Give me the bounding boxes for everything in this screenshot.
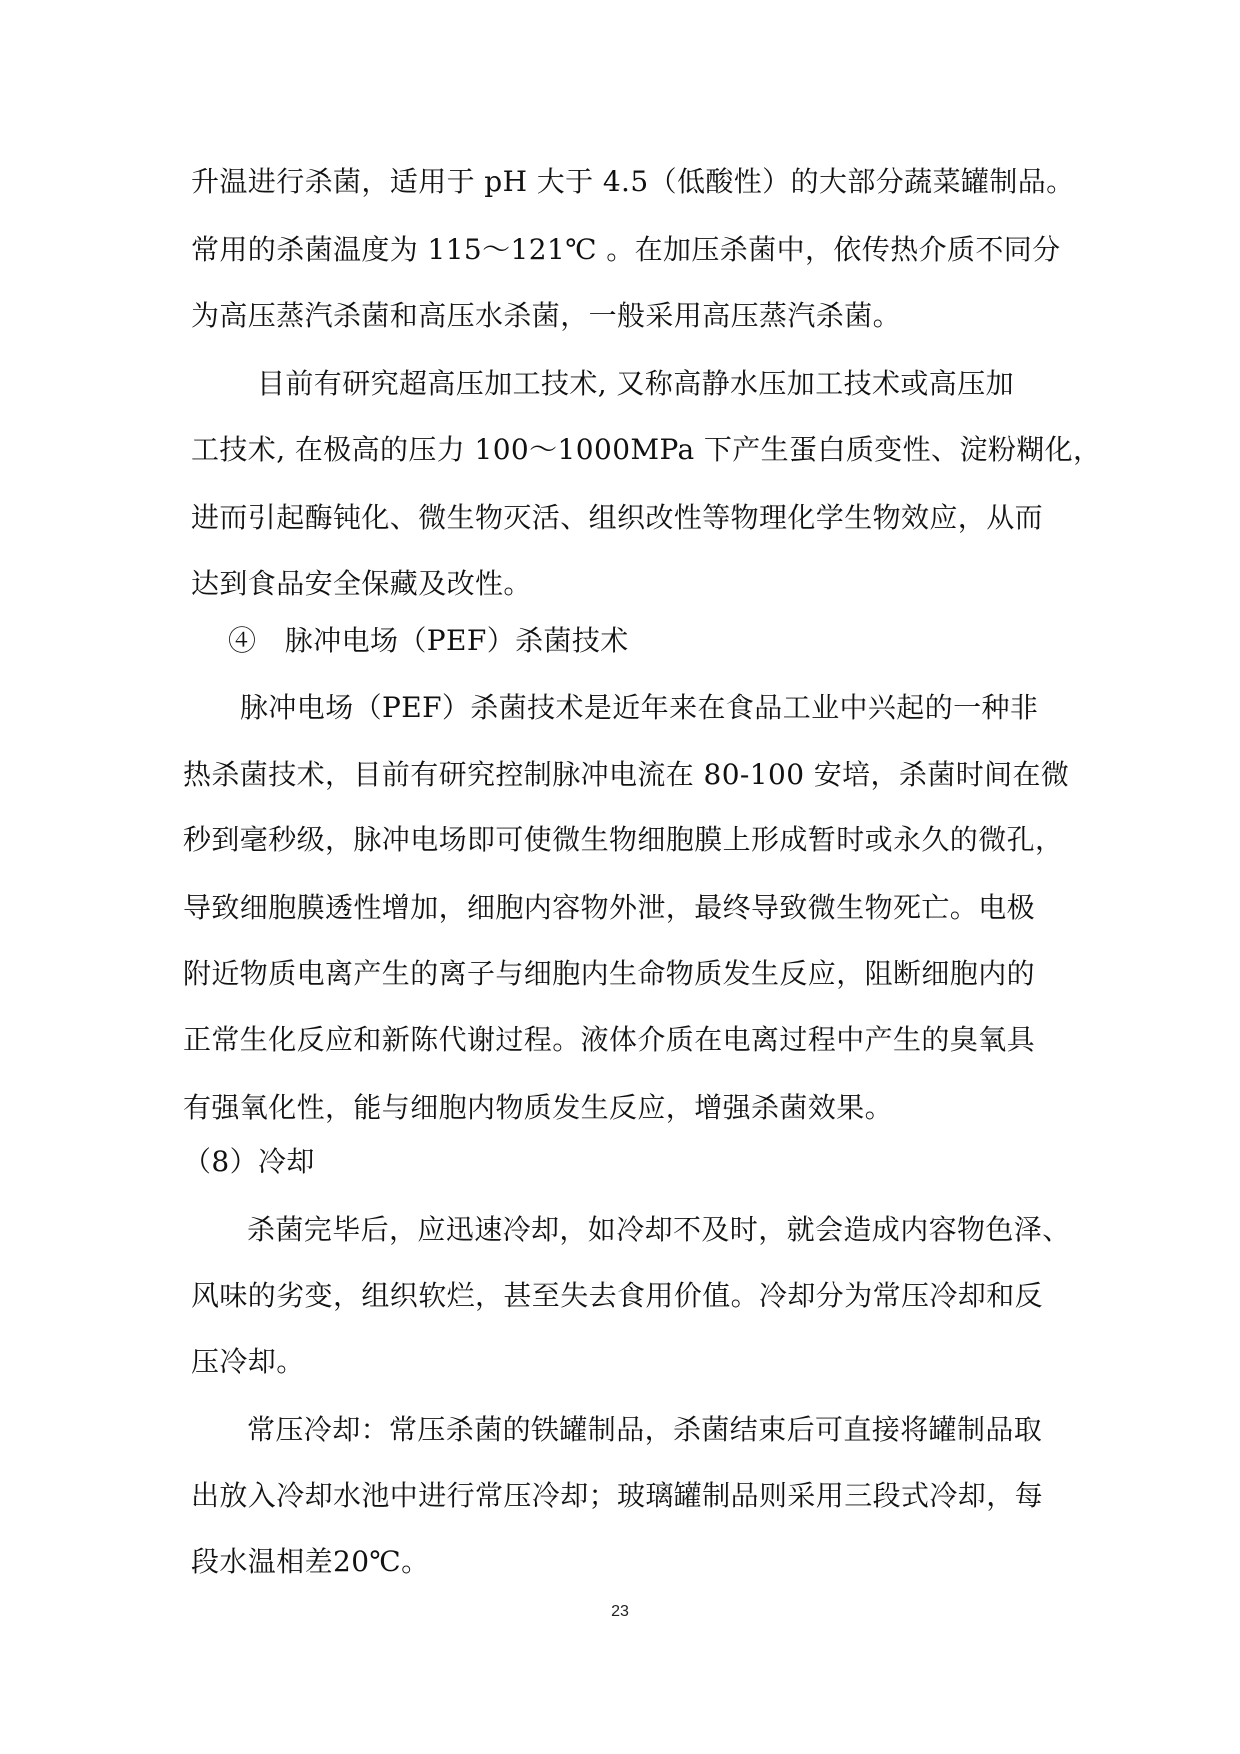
text-line: 为高压蒸汽杀菌和高压水杀菌，一般采用高压蒸汽杀菌。 [191,299,902,332]
text-line: 出放入冷却水池中进行常压冷却；玻璃罐制品则采用三段式冷却，每 [191,1479,1044,1512]
text-line: 脉冲电场（PEF）杀菌技术是近年来在食品工业中兴起的一种非 [240,691,1039,724]
text-line: 杀菌完毕后，应迅速冷却，如冷却不及时，就会造成内容物色泽、 [247,1213,1071,1246]
text-line: 热杀菌技术，目前有研究控制脉冲电流在 80-100 安培，杀菌时间在微 [183,758,1070,791]
text-line: 导致细胞膜透性增加，细胞内容物外泄，最终导致微生物死亡。电极 [183,891,1036,924]
section-heading: ④ 脉冲电场（PEF）杀菌技术 [228,624,629,657]
text-line: 目前有研究超高压加工技术, 又称高静水压加工技术或高压加 [257,367,1015,400]
text-line: 工技术, 在极高的压力 100～1000MPa 下产生蛋白质变性、淀粉糊化， [191,433,1102,466]
text-line: 风味的劣变，组织软烂，甚至失去食用价值。冷却分为常压冷却和反 [191,1279,1044,1312]
text-line: 正常生化反应和新陈代谢过程。液体介质在电离过程中产生的臭氧具 [183,1023,1036,1056]
text-line: 压冷却。 [191,1345,305,1378]
section-heading: （8）冷却 [183,1145,315,1178]
text-line: 段水温相差20℃。 [191,1545,430,1578]
page-number: 23 [611,1603,629,1620]
text-line: 升温进行杀菌，适用于 pH 大于 4.5（低酸性）的大部分蔬菜罐制品。 [191,165,1075,198]
text-line: 常压冷却：常压杀菌的铁罐制品，杀菌结束后可直接将罐制品取 [247,1413,1043,1446]
text-line: 附近物质电离产生的离子与细胞内生命物质发生反应，阻断细胞内的 [183,957,1036,990]
text-line: 秒到毫秒级，脉冲电场即可使微生物细胞膜上形成暂时或永久的微孔， [183,823,1064,856]
text-line: 有强氧化性，能与细胞内物质发生反应，增强杀菌效果。 [183,1091,894,1124]
text-line: 常用的杀菌温度为 115～121℃ 。在加压杀菌中，依传热介质不同分 [191,233,1061,266]
text-line: 进而引起酶钝化、微生物灭活、组织改性等物理化学生物效应，从而 [191,501,1044,534]
text-line: 达到食品安全保藏及改性。 [191,567,532,600]
